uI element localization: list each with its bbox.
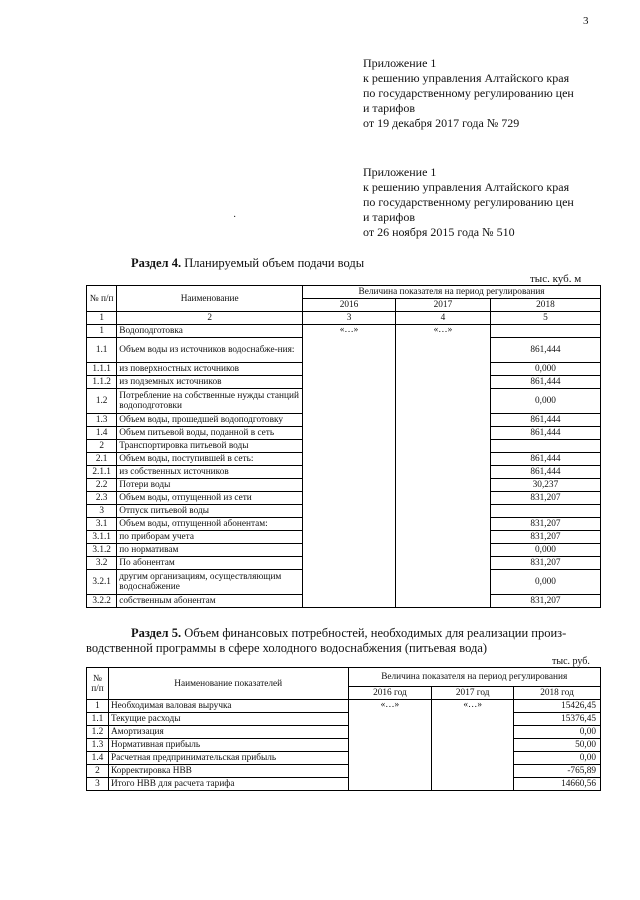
header-2017: 2017 год: [432, 687, 514, 700]
row-number: 1.4: [87, 752, 109, 765]
value-2018: 0,000: [490, 570, 600, 595]
value-2018: 861,444: [490, 427, 600, 440]
table-row: [87, 739, 601, 752]
value-2018: 0,00: [514, 752, 601, 765]
col-index: 3: [303, 312, 396, 325]
value-2018: 15376,45: [514, 713, 601, 726]
row-name: Объем воды, прошедшей водоподготовку: [117, 414, 303, 427]
row-number: 3.2.2: [87, 595, 117, 608]
section5-title-text: Объем финансовых потребностей, необходимых для реализации произ-: [181, 626, 567, 640]
section4-title-bold: Раздел 4.: [131, 256, 182, 270]
row-number: 2.2: [87, 479, 117, 492]
value-2018: [490, 505, 600, 518]
row-name: из подземных источников: [117, 376, 303, 389]
row-name: Корректировка НВВ: [108, 765, 348, 778]
row-number: 1.4: [87, 427, 117, 440]
header-2018: 2018 год: [514, 687, 601, 700]
appendix-header-current: [363, 56, 574, 131]
appendix-line: Приложение 1: [363, 165, 437, 179]
row-number: 3: [87, 778, 109, 791]
row-name: Потери воды: [117, 479, 303, 492]
value-2017: «…»: [395, 325, 490, 608]
section4-title: [131, 256, 364, 271]
col-index: 2: [117, 312, 303, 325]
value-2016: «…»: [348, 700, 432, 791]
value-2018: 0,00: [514, 726, 601, 739]
table-row: [87, 325, 601, 338]
value-2018: 861,444: [490, 453, 600, 466]
row-number: 1.1: [87, 338, 117, 363]
row-name: Водоподготовка: [117, 325, 303, 338]
header-2016: 2016 год: [348, 687, 432, 700]
table-row: [87, 765, 601, 778]
row-name: Объем воды, отпущенной из сети: [117, 492, 303, 505]
row-number: 2: [87, 765, 109, 778]
header-period: Величина показателя на период регулирования: [348, 668, 601, 687]
value-2018: 50,00: [514, 739, 601, 752]
value-2018: 861,444: [490, 466, 600, 479]
row-number: 3.2.1: [87, 570, 117, 595]
appendix-line: от 19 декабря 2017 года № 729: [363, 116, 520, 130]
finance-table: [86, 667, 601, 791]
section4-unit: тыс. куб. м: [530, 273, 582, 285]
row-name: Транспортировка питьевой воды: [117, 440, 303, 453]
row-name: Объем воды, отпущенной абонентам:: [117, 518, 303, 531]
value-2018: 831,207: [490, 492, 600, 505]
col-index: 4: [395, 312, 490, 325]
row-number: 2.3: [87, 492, 117, 505]
table-header-row: [87, 668, 601, 687]
stray-mark: ·: [233, 212, 237, 223]
appendix-line: к решению управления Алтайского края: [363, 180, 570, 194]
appendix-line: по государственному регулированию цен: [363, 195, 574, 209]
row-name: Расчетная предпринимательская прибыль: [108, 752, 348, 765]
row-name: Нормативная прибыль: [108, 739, 348, 752]
col-index: 1: [87, 312, 117, 325]
section5-title-cont: водственной программы в сфере холодного водоснабжения (питьевая вода): [86, 641, 488, 655]
value-2018: 15426,45: [514, 700, 601, 713]
row-number: 1: [87, 700, 109, 713]
row-number: 2: [87, 440, 117, 453]
row-name: По абонентам: [117, 557, 303, 570]
header-2016: 2016: [303, 299, 396, 312]
value-2018: 861,444: [490, 414, 600, 427]
row-name: из собственных источников: [117, 466, 303, 479]
header-num: № п/п: [87, 668, 109, 700]
row-name: Итого НВВ для расчета тарифа: [108, 778, 348, 791]
row-number: 2.1: [87, 453, 117, 466]
row-name: Амортизация: [108, 726, 348, 739]
value-2018: 0,000: [490, 389, 600, 414]
value-2018: [490, 325, 600, 338]
appendix-header-original: [363, 165, 574, 240]
section5-title: [131, 626, 601, 641]
value-2018: 861,444: [490, 376, 600, 389]
row-number: 1.3: [87, 414, 117, 427]
row-name: по нормативам: [117, 544, 303, 557]
row-name: Объем воды, поступившей в сеть:: [117, 453, 303, 466]
header-num: № п/п: [87, 286, 117, 312]
row-number: 1.3: [87, 739, 109, 752]
row-name: собственным абонентам: [117, 595, 303, 608]
section5-title-bold: Раздел 5.: [131, 626, 182, 640]
row-number: 1.2: [87, 726, 109, 739]
appendix-line: к решению управления Алтайского края: [363, 71, 570, 85]
header-2018: 2018: [490, 299, 600, 312]
row-number: 3.1: [87, 518, 117, 531]
row-number: 3: [87, 505, 117, 518]
value-2018: 831,207: [490, 595, 600, 608]
row-number: 1: [87, 325, 117, 338]
page-number: 3: [583, 15, 589, 27]
row-name: Потребление на собственные нужды станций водоподготовки: [117, 389, 303, 414]
table-column-index-row: [87, 312, 601, 325]
header-name: Наименование: [117, 286, 303, 312]
row-number: 1.2: [87, 389, 117, 414]
row-number: 3.1.1: [87, 531, 117, 544]
row-number: 3.1.2: [87, 544, 117, 557]
section5-unit: тыс. руб.: [552, 656, 590, 667]
row-number: 2.1.1: [87, 466, 117, 479]
row-number: 1.1.1: [87, 363, 117, 376]
row-name: из поверхностных источников: [117, 363, 303, 376]
row-number: 1.1.2: [87, 376, 117, 389]
header-2017: 2017: [395, 299, 490, 312]
appendix-line: и тарифов: [363, 101, 416, 115]
value-2018: 0,000: [490, 363, 600, 376]
value-2018: 30,237: [490, 479, 600, 492]
table-row: [87, 752, 601, 765]
value-2018: 831,207: [490, 557, 600, 570]
value-2018: -765,89: [514, 765, 601, 778]
row-name: Объем воды из источников водоснабже-ния:: [117, 338, 303, 363]
appendix-line: по государственному регулированию цен: [363, 86, 574, 100]
value-2018: 0,000: [490, 544, 600, 557]
value-2018: 14660,56: [514, 778, 601, 791]
row-name: Отпуск питьевой воды: [117, 505, 303, 518]
header-period: Величина показателя на период регулирования: [303, 286, 601, 299]
row-name: Необходимая валовая выручка: [108, 700, 348, 713]
table-row: [87, 778, 601, 791]
row-name: Объем питьевой воды, поданной в сеть: [117, 427, 303, 440]
row-name: другим организациям, осуществляющим водоснабжение: [117, 570, 303, 595]
value-2017: «…»: [432, 700, 514, 791]
table-row: [87, 700, 601, 713]
value-2016: «…»: [303, 325, 396, 608]
table-row: [87, 713, 601, 726]
value-2018: 831,207: [490, 531, 600, 544]
appendix-line: и тарифов: [363, 210, 416, 224]
section5-title-line: [131, 626, 601, 641]
appendix-line: Приложение 1: [363, 56, 437, 70]
value-2018: 861,444: [490, 338, 600, 363]
water-volume-table: [86, 285, 601, 608]
table-header-row: [87, 286, 601, 299]
section4-title-text: Планируемый объем подачи воды: [181, 256, 365, 270]
table-row: [87, 726, 601, 739]
header-name: Наименование показателей: [108, 668, 348, 700]
appendix-line: от 26 ноября 2015 года № 510: [363, 225, 515, 239]
row-name: по приборам учета: [117, 531, 303, 544]
value-2018: 831,207: [490, 518, 600, 531]
row-number: 1.1: [87, 713, 109, 726]
value-2018: [490, 440, 600, 453]
col-index: 5: [490, 312, 600, 325]
row-name: Текущие расходы: [108, 713, 348, 726]
row-number: 3.2: [87, 557, 117, 570]
